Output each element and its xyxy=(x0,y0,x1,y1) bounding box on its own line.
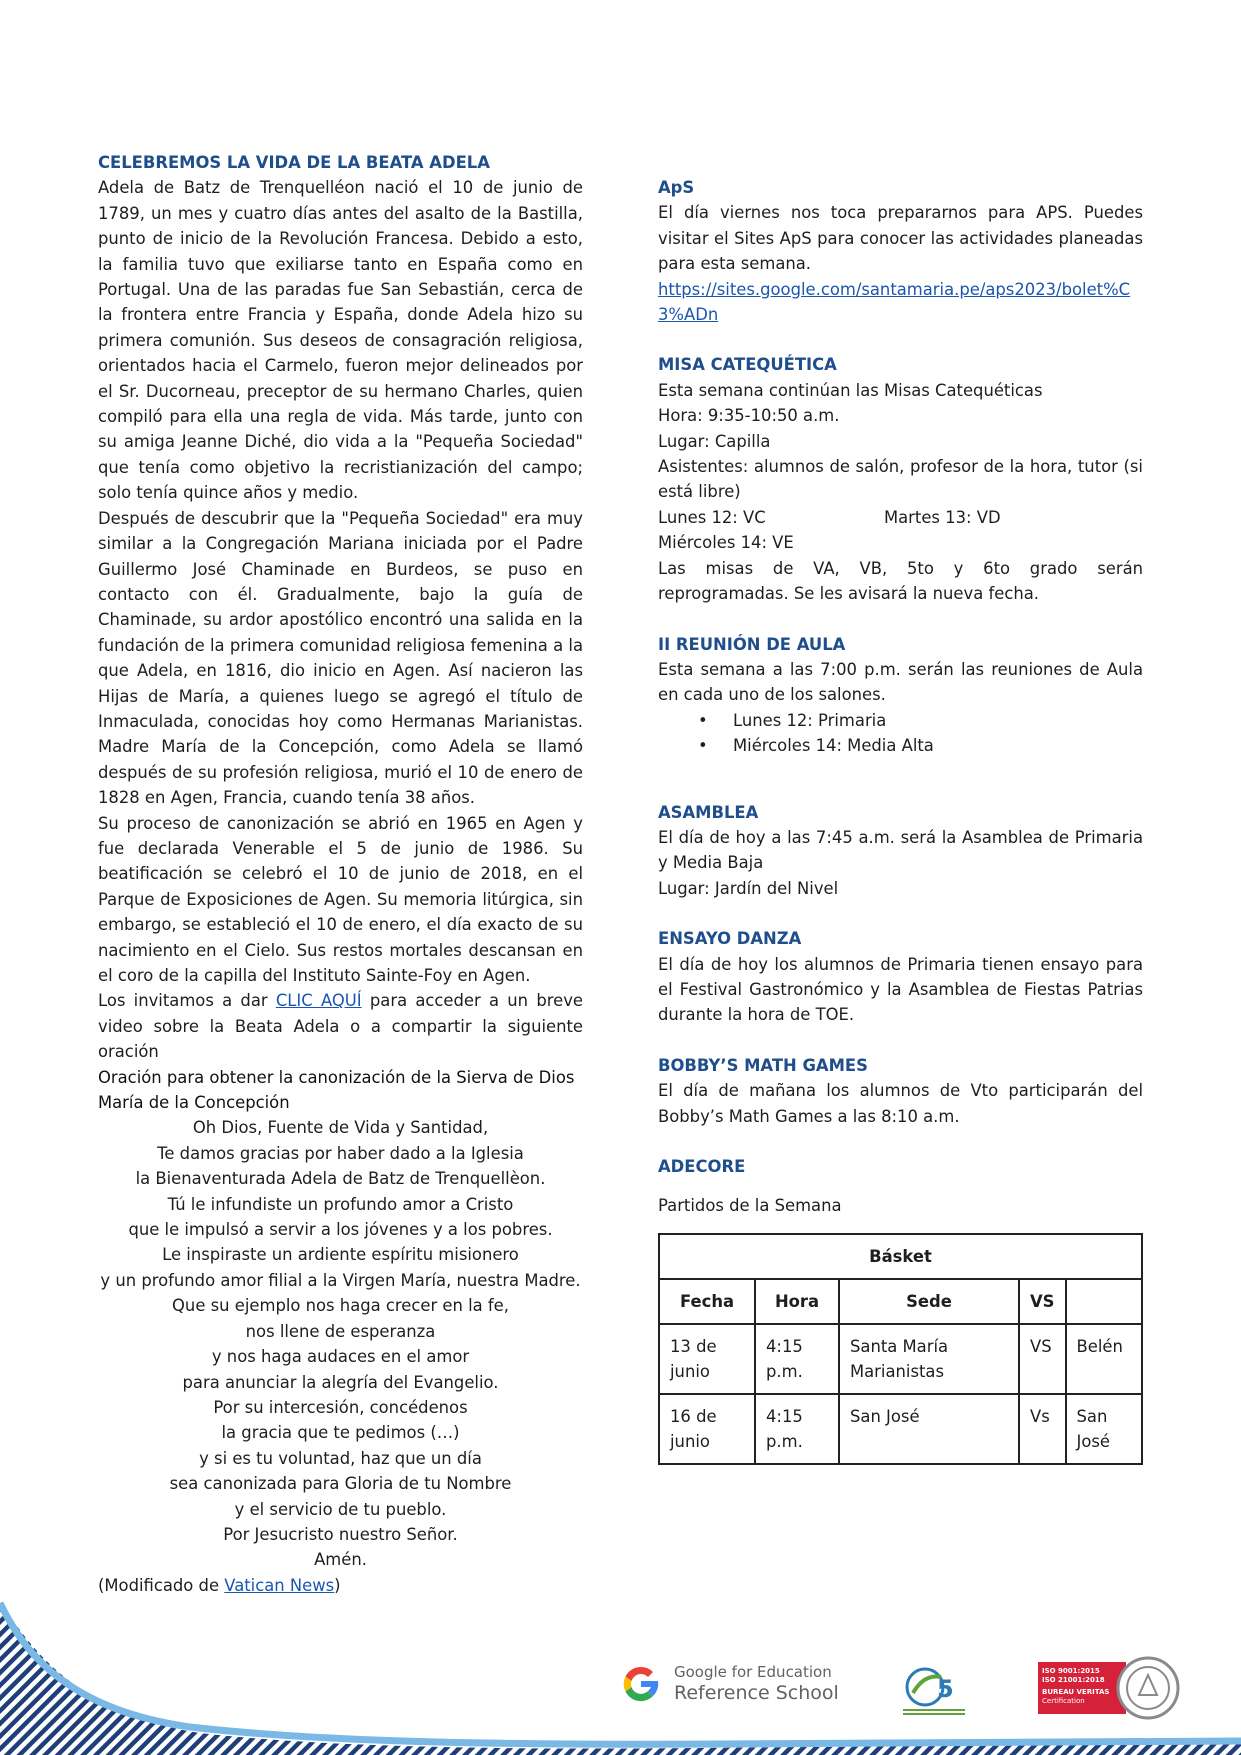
asamblea-place: Lugar: Jardín del Nivel xyxy=(658,878,839,898)
prayer-text xyxy=(98,1115,583,1572)
prayer-line: Le inspiraste un ardiente espíritu misionero xyxy=(162,1245,519,1265)
prayer-line: y el servicio de tu pueblo. xyxy=(234,1499,447,1519)
danza-text: El día de hoy los alumnos de Primaria tienen ensayo para el Festival Gastronómico y la Asamblea de Fiestas Patrias durante la hora de TOE. xyxy=(658,954,1143,1025)
source-text: (Modificado de xyxy=(98,1575,225,1595)
prayer-line: Por Jesucristo nuestro Señor. xyxy=(223,1524,458,1544)
table-cell: 16 de junio xyxy=(659,1394,755,1464)
table-cell: 4:15 p.m. xyxy=(755,1324,839,1394)
bureau-veritas-seal-icon xyxy=(1115,1655,1181,1721)
misa-note: Las misas de VA, VB, 5to y 6to grado serán reprogramadas. Se les avisará la nueva fecha. xyxy=(658,558,1143,604)
section-heading-misa: MISA CATEQUÉTICA xyxy=(658,355,837,375)
prayer-line: Amén. xyxy=(314,1550,367,1570)
invitation-paragraph xyxy=(98,988,583,1064)
iso-certification-badge xyxy=(1038,1662,1126,1714)
prayer-line: nos llene de esperanza xyxy=(245,1321,436,1341)
table-cell: San José xyxy=(1066,1394,1143,1464)
table-cell: San José xyxy=(839,1394,1019,1464)
column-header xyxy=(1066,1279,1143,1324)
section-heading-aps: ApS xyxy=(658,178,695,197)
aps-text: El día viernes nos toca prepararnos para APS. Puedes visitar el Sites ApS para conocer las actividades planeadas para esta semana. xyxy=(658,203,1143,274)
misa-schedule-row xyxy=(658,505,1143,530)
asamblea-text: El día de hoy a las 7:45 a.m. será la Asamblea de Primaria y Media Baja xyxy=(658,827,1143,873)
misa-tuesday: Martes 13: VD xyxy=(884,507,1001,527)
table-row xyxy=(659,1324,1142,1394)
section-heading-bobby: BOBBY’S MATH GAMES xyxy=(658,1055,868,1075)
misa-place: Lugar: Capilla xyxy=(658,431,771,451)
matches-table xyxy=(658,1233,1143,1465)
paragraph: Después de descubrir que la "Pequeña Sociedad" era muy similar a la Congregación Mariana iniciada por el Padre Guillermo José Chaminade en Burdeos, se puso en contacto con él. Gradualmente, bajo la guía de Chaminade, su ardor apostólico encontró una salida en la fundación de la primera comunidad religiosa femenina a la que Adela, en 1816, dio inicio en Agen. Así nacieron las Hijas de María, a quienes luego se agregó el título de Inmaculada, conocidas hoy como Hermanas Marianistas. Madre María de la Concepción, como Adela se llamó después de su profesión religiosa, murió el 10 de enero de 1828 en Agen, Francia, cuando tenía 38 años. xyxy=(98,508,583,808)
clic-aqui-link[interactable]: CLIC AQUÍ xyxy=(275,991,362,1011)
column-header: Hora xyxy=(755,1279,839,1324)
paragraph: Su proceso de canonización se abrió en 1965 en Agen y fue declarada Venerable el 5 de junio de 1986. Su beatificación se celebró el 10 de junio de 2018, en el Parque de Exposiciones de Agen. Su memoria litúrgica, sin embargo, se estableció el 10 de enero, el día exacto de su nacimiento en el Cielo. Sus restos mortales descansan en el coro de la capilla del Instituto Sainte-Foy en Agen. xyxy=(98,813,583,985)
left-column xyxy=(98,150,583,1598)
reunion-text: Esta semana a las 7:00 p.m. serán las reuniones de Aula en cada uno de los salones. xyxy=(658,659,1143,705)
misa-wednesday: Miércoles 14: VE xyxy=(658,533,794,553)
invite-text: Los invitamos a dar xyxy=(98,991,276,1011)
table-cell: 13 de junio xyxy=(659,1324,755,1394)
prayer-line: y un profundo amor filial a la Virgen María, nuestra Madre. xyxy=(100,1270,581,1290)
prayer-line: y nos haga audaces en el amor xyxy=(211,1347,470,1367)
table-cell: Belén xyxy=(1066,1324,1143,1394)
adecore-subtitle: Partidos de la Semana xyxy=(658,1196,842,1216)
misa-time: Hora: 9:35-10:50 a.m. xyxy=(658,406,840,426)
prayer-line: Tú le infundiste un profundo amor a Cristo xyxy=(167,1194,514,1214)
column-header: Fecha xyxy=(659,1279,755,1324)
prayer-line: Te damos gracias por haber dado a la Iglesia xyxy=(157,1143,524,1163)
vatican-news-link[interactable]: Vatican News xyxy=(224,1575,335,1595)
prayer-line: y si es tu voluntad, haz que un día xyxy=(199,1448,482,1468)
bobby-text: El día de mañana los alumnos de Vto participarán del Bobby’s Math Games a las 8:10 a.m. xyxy=(658,1081,1143,1126)
source-text: ) xyxy=(334,1575,341,1595)
google-line2: Reference School xyxy=(674,1682,839,1704)
right-column xyxy=(658,175,1143,1465)
prayer-title: Oración para obtener la canonización de la Sierva de Dios María de la Concepción xyxy=(98,1067,575,1113)
misa-monday: Lunes 12: VC xyxy=(658,507,766,527)
table-row xyxy=(659,1394,1142,1464)
prayer-line: la Bienaventurada Adela de Batz de Trenquellèon. xyxy=(135,1169,546,1189)
footer-logos xyxy=(620,1655,1200,1725)
section-heading-beata-adela: CELEBREMOS LA VIDA DE LA BEATA ADELA xyxy=(98,153,490,172)
misa-attendees: Asistentes: alumnos de salón, profesor de la hora, tutor (si está libre) xyxy=(658,457,1143,502)
iso-line4: Certification xyxy=(1042,1697,1085,1705)
paragraph: Adela de Batz de Trenquelléon nació el 10 de junio de 1789, un mes y cuatro días antes del asalto de la Bastilla, punto de inicio de la Revolución Francesa. Debido a esto, la familia tuvo que exiliarse tanto en España como en Portugal. Una de las paradas fue San Sebastián, cerca de la frontera entre Francia y España, donde Adela hizo su primera comunión. Sus deseos de consagración religiosa, orientados hacia el Carmelo, fueron mejor delineados por el Sr. Ducorneau, preceptor de su hermano Charles, quien compiló para ella una regla de vida. Más tarde, junto con su amiga Jeanne Diché, dio vida a la "Pequeña Sociedad" que tenía como objetivo la recristianización del campo; solo tenía quince años y medio. xyxy=(98,178,583,503)
aps-sites-link[interactable]: https://sites.google.com/santamaria.pe/aps2023/bolet%C3%ADn xyxy=(658,279,1131,325)
table-cell: Santa María Marianistas xyxy=(839,1324,1019,1394)
google-g-icon xyxy=(620,1663,662,1705)
prayer-line: sea canonizada para Gloria de tu Nombre xyxy=(169,1474,512,1494)
google-line1: Google for Education xyxy=(674,1663,832,1681)
table-title: Básket xyxy=(659,1234,1142,1279)
column-header: VS xyxy=(1019,1279,1066,1324)
prayer-line: Oh Dios, Fuente de Vida y Santidad, xyxy=(192,1118,489,1138)
section-heading-danza: ENSAYO DANZA xyxy=(658,929,802,949)
table-cell: Vs xyxy=(1019,1394,1066,1464)
section-heading-adecore: ADECORE xyxy=(658,1157,746,1176)
table-cell: VS xyxy=(1019,1324,1066,1394)
prayer-line: para anunciar la alegría del Evangelio. xyxy=(182,1372,499,1392)
iso-line3: BUREAU VERITAS xyxy=(1042,1688,1110,1696)
column-header: Sede xyxy=(839,1279,1019,1324)
prayer-line: que le impulsó a servir a los jóvenes y a los pobres. xyxy=(128,1220,553,1240)
table-title-row xyxy=(659,1234,1142,1279)
pacto-educativo-logo-icon xyxy=(895,1657,973,1717)
list-item: • Miércoles 14: Media Alta xyxy=(733,733,1143,758)
invite-text: para acceder a un breve video sobre la Beata Adela o a compartir la siguiente oración xyxy=(98,991,583,1062)
misa-line: Esta semana continúan las Misas Catequéticas xyxy=(658,380,1043,400)
prayer-line: Por su intercesión, concédenos xyxy=(213,1397,468,1417)
table-header-row xyxy=(659,1279,1142,1324)
prayer-line: la gracia que te pedimos (…) xyxy=(221,1423,460,1443)
svg-text:5: 5 xyxy=(937,1675,954,1703)
section-heading-reunion: II REUNIÓN DE AULA xyxy=(658,634,846,654)
reunion-list xyxy=(658,708,1143,759)
table-cell: 4:15 p.m. xyxy=(755,1394,839,1464)
prayer-line: Que su ejemplo nos haga crecer en la fe, xyxy=(172,1296,509,1316)
iso-line2: ISO 21001:2018 xyxy=(1042,1676,1105,1684)
section-heading-asamblea: ASAMBLEA xyxy=(658,802,759,822)
iso-line1: ISO 9001:2015 xyxy=(1042,1667,1100,1675)
list-item: • Lunes 12: Primaria xyxy=(733,708,1143,733)
